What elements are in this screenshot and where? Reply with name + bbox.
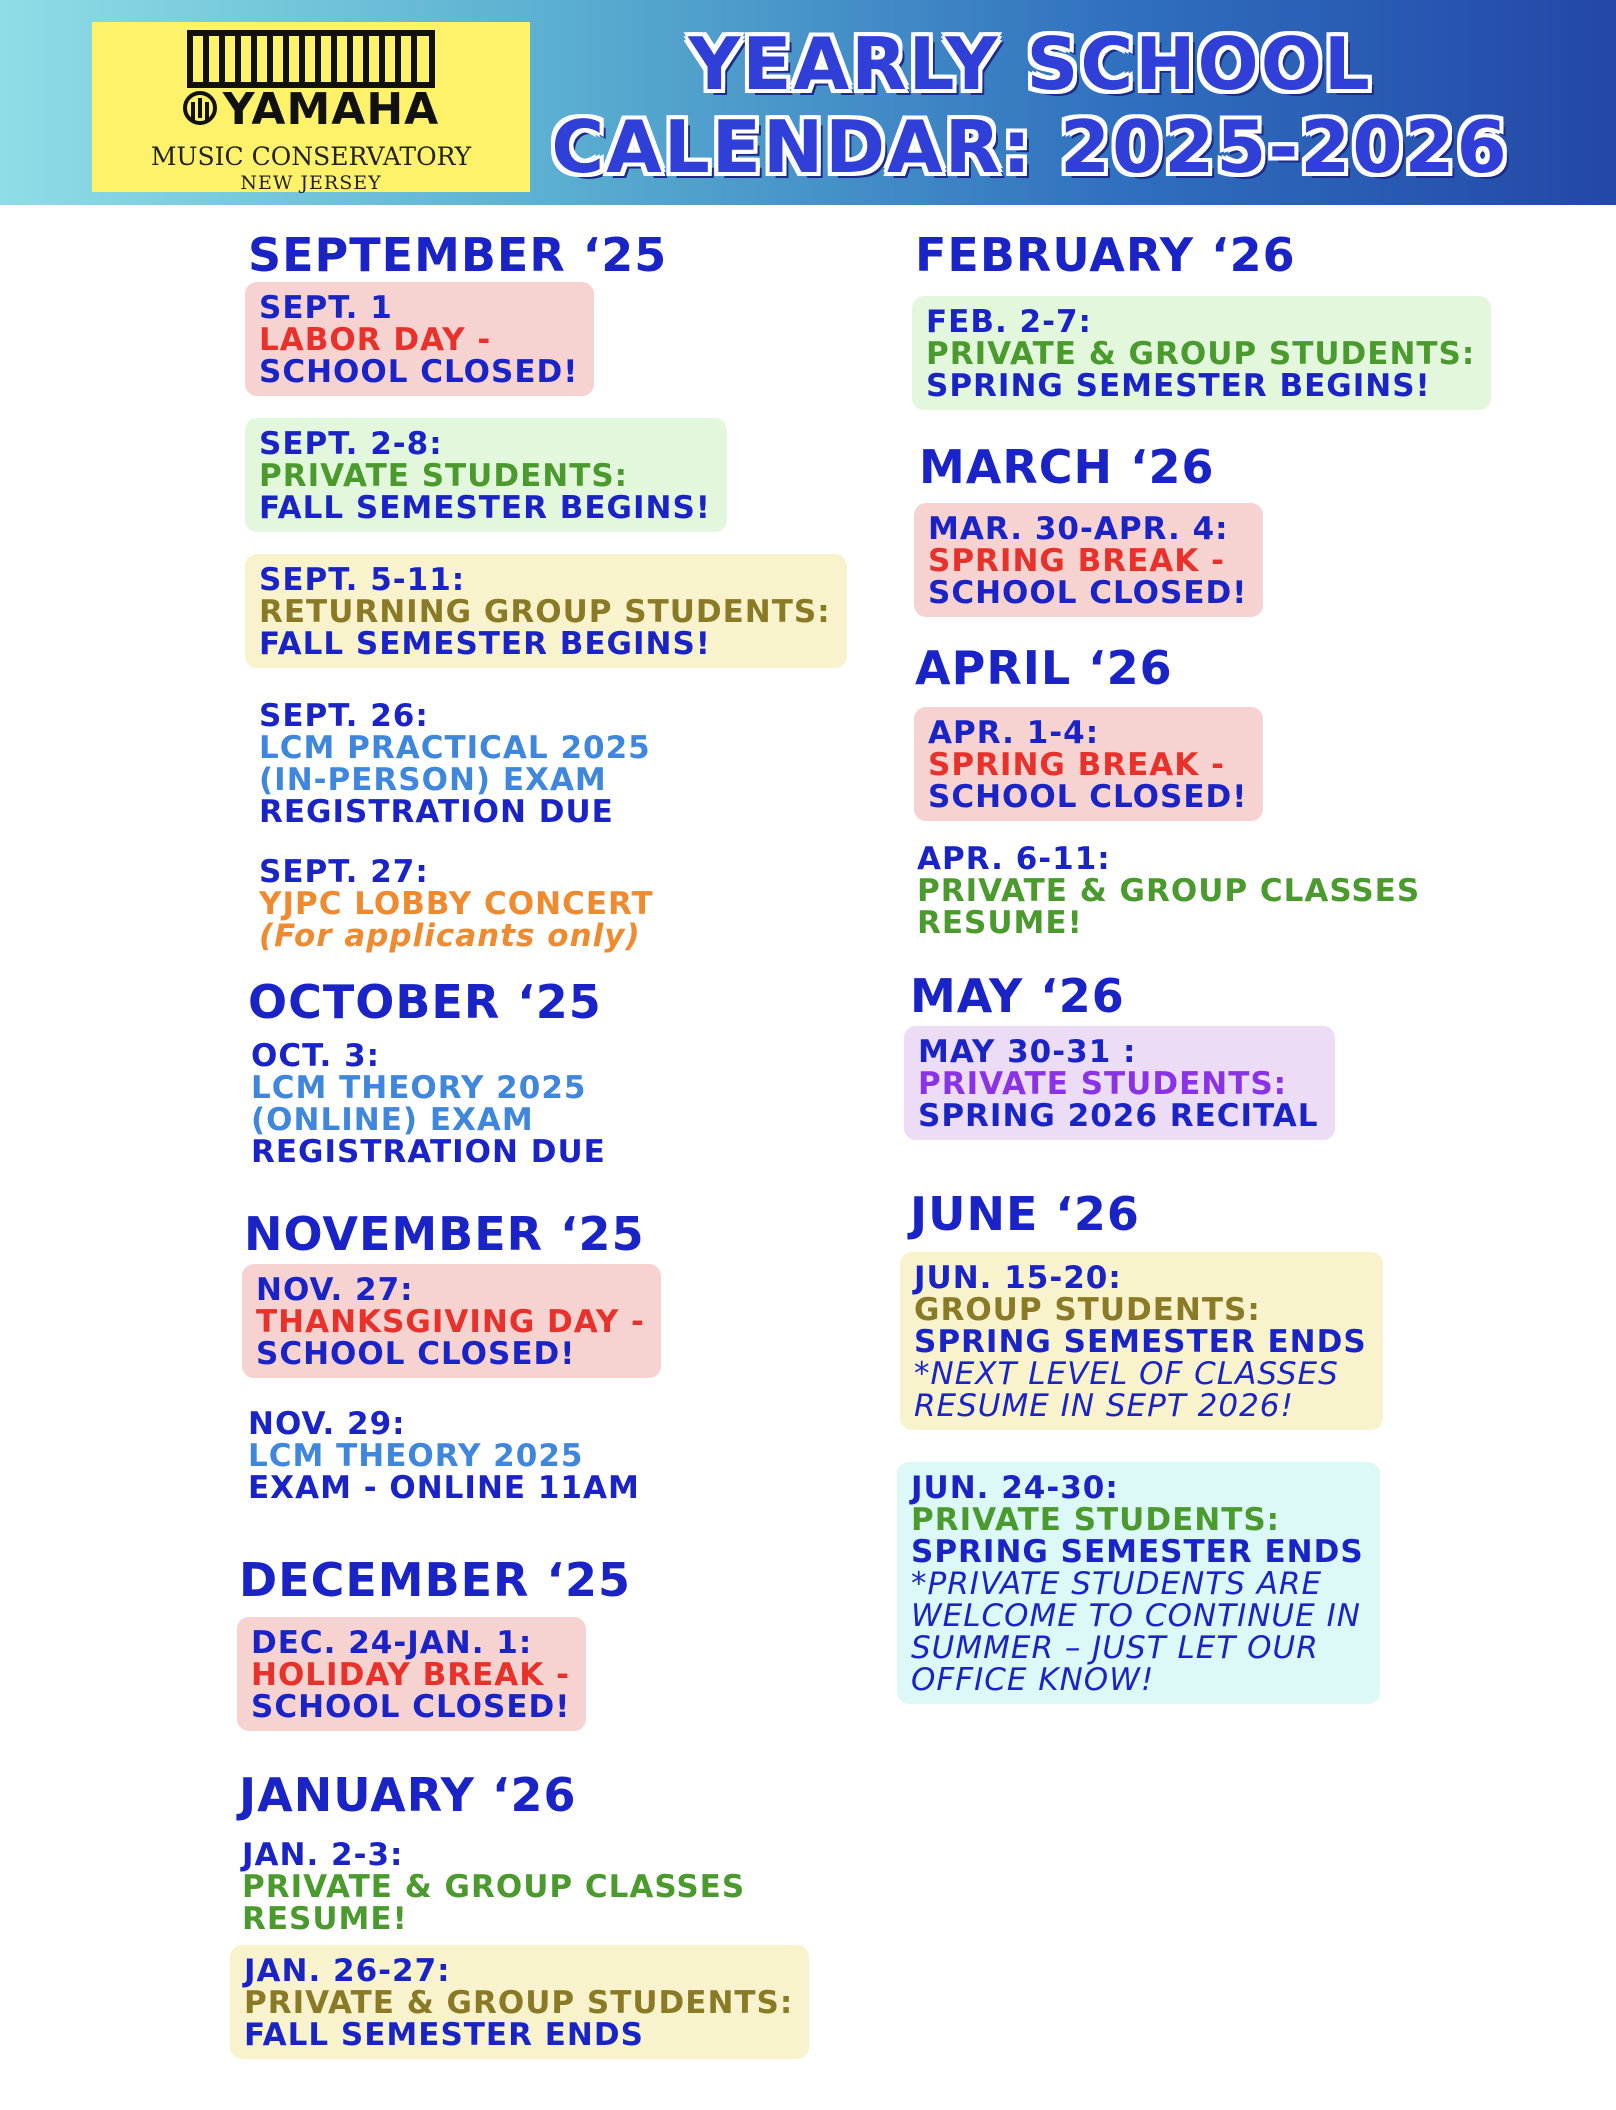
logo-location: NEW JERSEY	[240, 172, 382, 194]
event-date: APR. 1-4:	[928, 715, 1100, 751]
yamaha-logo	[92, 22, 530, 192]
event-date: SEPT. 27:	[259, 854, 429, 890]
event-line: HOLIDAY BREAK -	[251, 1657, 570, 1693]
event-classes-resume-jan	[242, 1829, 761, 1943]
event-line: FALL SEMESTER ENDS	[244, 2017, 644, 2053]
event-note: *PRIVATE STUDENTS ARE	[911, 1566, 1323, 1602]
event-line: THANKSGIVING DAY -	[256, 1304, 645, 1340]
event-line: SCHOOL CLOSED!	[251, 1689, 571, 1725]
event-line: PRIVATE & GROUP CLASSES	[242, 1869, 746, 1905]
logo-brand-text: YAMAHA	[222, 84, 440, 135]
event-date: APR. 6-11:	[917, 841, 1111, 877]
event-line: LCM PRACTICAL 2025	[259, 730, 651, 766]
month-title: SEPTEMBER ‘25	[248, 228, 668, 282]
event-note: WELCOME TO CONTINUE IN	[911, 1598, 1361, 1634]
event-line: SPRING SEMESTER BEGINS!	[926, 368, 1431, 404]
event-date: SEPT. 2-8:	[259, 426, 443, 462]
event-line: SCHOOL CLOSED!	[928, 575, 1248, 611]
event-line: SPRING 2026 RECITAL	[918, 1098, 1319, 1134]
event-line: PRIVATE & GROUP STUDENTS:	[244, 1985, 794, 2021]
event-group-spring-ends	[900, 1252, 1383, 1430]
event-date: SEPT. 26:	[259, 698, 429, 734]
month-title: FEBRUARY ‘26	[915, 228, 1296, 282]
event-note: SUMMER – JUST LET OUR	[911, 1630, 1319, 1666]
event-line: (ONLINE) EXAM	[251, 1102, 534, 1138]
event-note: *NEXT LEVEL OF CLASSES	[914, 1356, 1339, 1392]
event-line: PRIVATE & GROUP STUDENTS:	[926, 336, 1476, 372]
header-banner	[0, 0, 1616, 205]
event-date: SEPT. 5-11:	[259, 562, 466, 598]
event-spring-break-march	[914, 503, 1263, 617]
month-title: JANUARY ‘26	[239, 1768, 577, 1822]
event-line: SCHOOL CLOSED!	[259, 354, 579, 390]
event-classes-resume-april	[917, 833, 1436, 947]
event-private-fall-begins	[245, 418, 727, 532]
event-fall-semester-ends	[230, 1945, 809, 2059]
event-line: SPRING SEMESTER ENDS	[911, 1534, 1364, 1570]
month-heading-may	[910, 969, 1125, 1023]
month-title: OCTOBER ‘25	[248, 975, 602, 1029]
page-title-line-1: YEARLY SCHOOL	[688, 22, 1372, 106]
month-title: MARCH ‘26	[919, 440, 1215, 494]
event-line: PRIVATE STUDENTS:	[918, 1066, 1288, 1102]
event-line: LABOR DAY -	[259, 322, 492, 358]
event-line: (IN-PERSON) EXAM	[259, 762, 607, 798]
event-labor-day	[245, 282, 594, 396]
event-line: SPRING BREAK -	[928, 543, 1225, 579]
event-date: SEPT. 1	[259, 290, 393, 326]
month-heading-december	[239, 1553, 631, 1607]
tuning-fork-icon	[183, 91, 217, 125]
month-heading-april	[915, 641, 1173, 695]
event-note: (For applicants only)	[259, 918, 641, 954]
event-date: MAY 30-31 :	[918, 1034, 1137, 1070]
event-date: NOV. 27:	[256, 1272, 414, 1308]
event-date: OCT. 3:	[251, 1038, 381, 1074]
month-heading-september	[248, 228, 667, 282]
event-date: MAR. 30-APR. 4:	[928, 511, 1229, 547]
event-thanksgiving	[242, 1264, 661, 1378]
event-line: LCM THEORY 2025	[248, 1438, 584, 1474]
event-line: SCHOOL CLOSED!	[928, 779, 1248, 815]
event-date: FEB. 2-7:	[926, 304, 1092, 340]
event-line: RESUME!	[917, 905, 1083, 941]
event-line: SPRING SEMESTER ENDS	[914, 1324, 1367, 1360]
logo-brand	[92, 84, 530, 135]
event-note: OFFICE KNOW!	[911, 1662, 1155, 1698]
event-date: NOV. 29:	[248, 1406, 406, 1442]
event-note: RESUME IN SEPT 2026!	[914, 1388, 1294, 1424]
event-date: JAN. 2-3:	[242, 1837, 404, 1873]
event-line: GROUP STUDENTS:	[914, 1292, 1261, 1328]
event-line: PRIVATE STUDENTS:	[911, 1502, 1281, 1538]
event-spring-recital	[904, 1026, 1335, 1140]
event-line: PRIVATE & GROUP CLASSES	[917, 873, 1421, 909]
month-title: APRIL ‘26	[915, 641, 1173, 695]
event-date: DEC. 24-JAN. 1:	[251, 1625, 533, 1661]
month-heading-february	[915, 228, 1296, 282]
page-title-line-2: CALENDAR: 2025-2026	[551, 105, 1509, 189]
month-title: NOVEMBER ‘25	[244, 1207, 645, 1261]
event-line: REGISTRATION DUE	[251, 1134, 606, 1170]
event-line: YJPC LOBBY CONCERT	[259, 886, 654, 922]
event-spring-break-april	[914, 707, 1263, 821]
event-lcm-practical	[259, 690, 667, 836]
event-line: RETURNING GROUP STUDENTS:	[259, 594, 831, 630]
piano-keys-icon	[187, 30, 435, 88]
event-date: JUN. 15-20:	[914, 1260, 1122, 1296]
event-line: PRIVATE STUDENTS:	[259, 458, 629, 494]
event-yjpc-concert	[259, 846, 670, 960]
event-private-spring-ends	[897, 1462, 1380, 1704]
event-line: FALL SEMESTER BEGINS!	[259, 626, 711, 662]
event-holiday-break	[237, 1617, 586, 1731]
event-date: JAN. 26-27:	[244, 1953, 451, 1989]
event-group-fall-begins	[245, 554, 847, 668]
event-line: REGISTRATION DUE	[259, 794, 614, 830]
event-spring-semester-begins	[912, 296, 1491, 410]
month-heading-march	[919, 440, 1215, 494]
month-heading-june	[910, 1187, 1140, 1241]
event-line: LCM THEORY 2025	[251, 1070, 587, 1106]
event-line: SCHOOL CLOSED!	[256, 1336, 576, 1372]
event-line: SPRING BREAK -	[928, 747, 1225, 783]
event-line: FALL SEMESTER BEGINS!	[259, 490, 711, 526]
month-title: JUNE ‘26	[910, 1187, 1140, 1241]
month-title: MAY ‘26	[910, 969, 1125, 1023]
event-lcm-theory-registration	[251, 1030, 622, 1176]
event-line: EXAM - ONLINE 11AM	[248, 1470, 640, 1506]
month-heading-january	[239, 1768, 576, 1822]
month-heading-november	[244, 1207, 645, 1261]
event-line: RESUME!	[242, 1901, 408, 1937]
event-lcm-theory-exam	[248, 1398, 656, 1512]
event-date: JUN. 24-30:	[911, 1470, 1119, 1506]
month-heading-october	[248, 975, 602, 1029]
logo-subtitle: MUSIC CONSERVATORY	[150, 142, 472, 171]
month-title: DECEMBER ‘25	[239, 1553, 631, 1607]
